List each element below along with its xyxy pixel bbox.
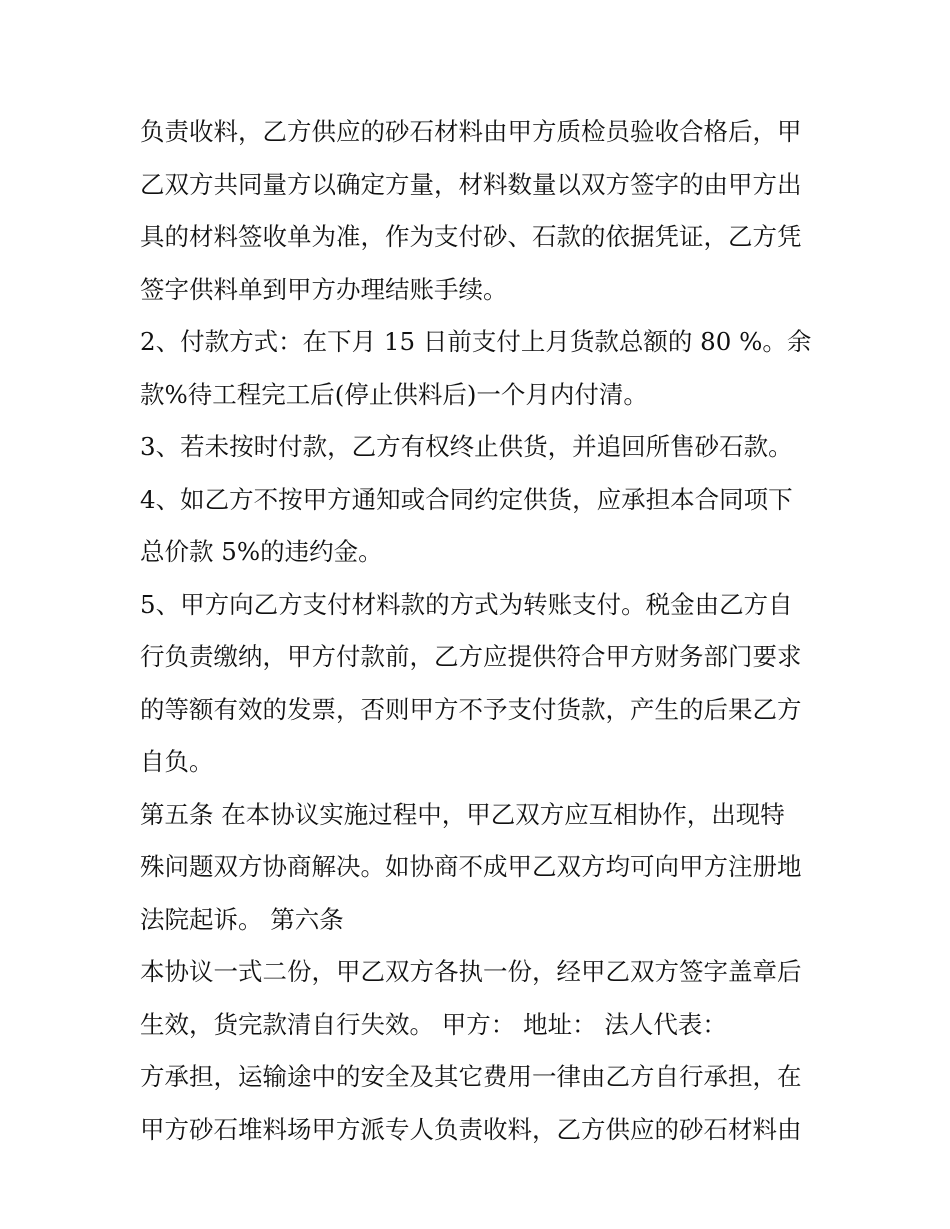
text-line: 签字供料单到甲方办理结账手续。 [140, 274, 508, 304]
text-line: 负责收料，乙方供应的砂石材料由甲方质检员验收合格后，甲 [140, 117, 802, 146]
text-line: 总价款 5%的违约金。 [140, 537, 383, 566]
text-line: 本协议一式二份，甲乙双方各执一份，经甲乙双方签字盖章后 [140, 957, 802, 986]
text-line: 自负。 [140, 747, 214, 776]
text-line: 方承担，运输途中的安全及其它费用一律由乙方自行承担，在 [140, 1062, 802, 1091]
text-line: 4、如乙方不按甲方通知或合同约定供货，应承担本合同项下 [140, 484, 793, 514]
text-line: 乙双方共同量方以确定方量，材料数量以双方签字的由甲方出 [140, 169, 802, 199]
text-line: 具的材料签收单为准，作为支付砂、石款的依据凭证，乙方凭 [140, 222, 802, 251]
text-line: 殊问题双方协商解决。如协商不成甲乙双方均可向甲方注册地 [140, 852, 802, 881]
text-line: 生效，货完款清自行失效。 甲方： 地址： 法人代表： [140, 1009, 727, 1039]
document-page [140, 110, 820, 1160]
text-line: 行负责缴纳，甲方付款前，乙方应提供符合甲方财务部门要求 [140, 642, 802, 671]
text-line: 的等额有效的发票，否则甲方不予支付货款，产生的后果乙方 [140, 694, 802, 724]
text-line: 第五条 在本协议实施过程中，甲乙双方应互相协作，出现特 [140, 799, 785, 829]
text-line: 法院起诉。 第六条 [140, 904, 344, 934]
text-line: 3、若未按时付款，乙方有权终止供货，并追回所售砂石款。 [140, 432, 793, 461]
text-line: 甲方砂石堆料场甲方派专人负责收料，乙方供应的砂石材料由 [140, 1114, 802, 1144]
text-line: 5、甲方向乙方支付材料款的方式为转账支付。税金由乙方自 [140, 589, 793, 619]
text-line: 款%待工程完工后(停止供料后)一个月内付清。 [140, 379, 648, 409]
text-line: 2、付款方式：在下月 15 日前支付上月货款总额的 80 %。余 [140, 327, 812, 356]
